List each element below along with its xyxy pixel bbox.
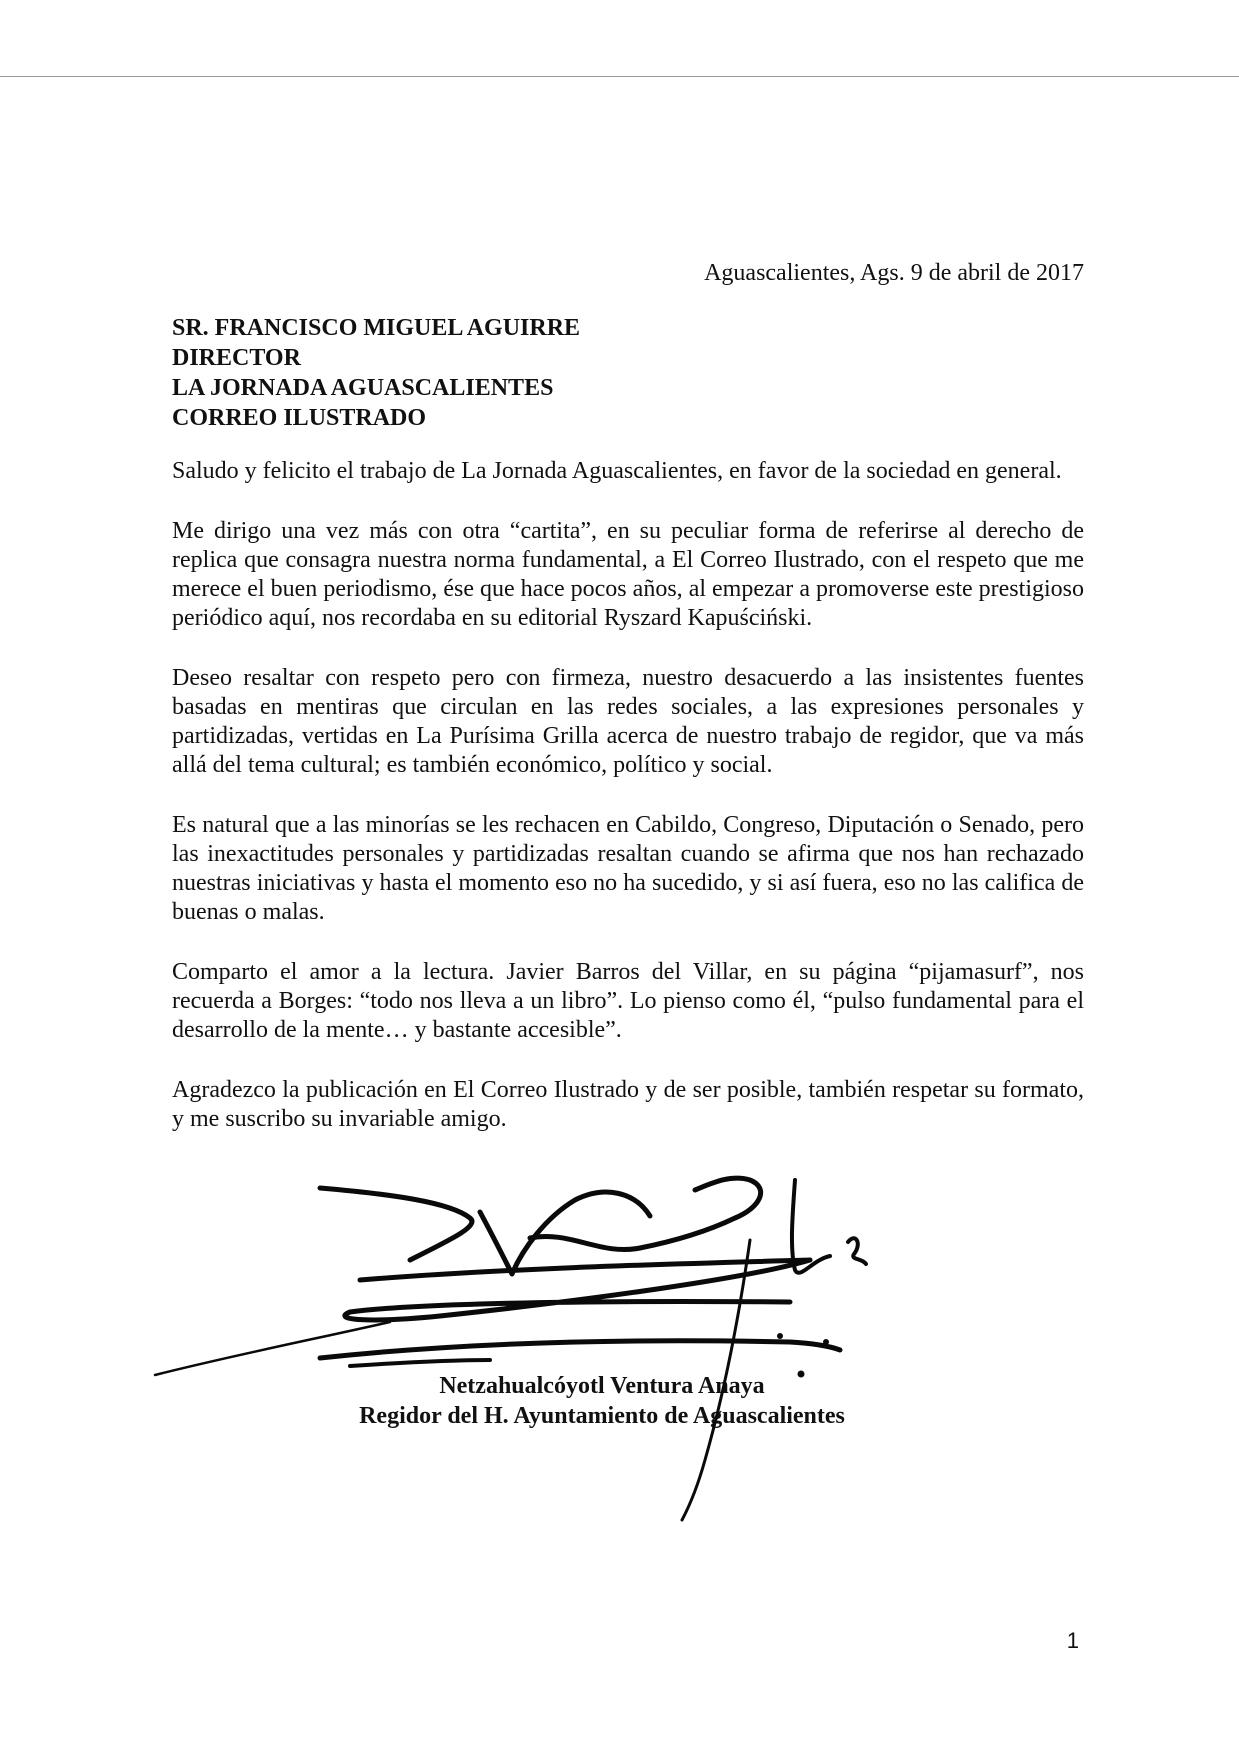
recipient-line: LA JORNADA AGUASCALIENTES xyxy=(172,375,554,401)
paragraph: Saludo y felicito el trabajo de La Jornada Aguascalientes, en favor de la sociedad en general. xyxy=(172,458,1062,484)
signer-title: Regidor del H. Ayuntamiento de Aguascalientes xyxy=(359,1403,845,1429)
paragraph: Deseo resaltar con respeto pero con firmeza, nuestro desacuerdo a las insistentes fuentes basadas en mentiras que circulan en las redes sociales, a las expresiones personales y partidizadas, vertidas en La Purísima Grilla acerca de nuestro trabajo de regidor, que va más allá del tema cultural; es también económico, político y social. xyxy=(172,665,1084,778)
recipient-line: DIRECTOR xyxy=(172,345,301,371)
handwritten-signature xyxy=(150,1160,930,1560)
letter-body xyxy=(172,457,1084,1165)
recipient-line: CORREO ILUSTRADO xyxy=(172,405,427,431)
recipient-block xyxy=(172,313,580,433)
paragraph: Es natural que a las minorías se les rechacen en Cabildo, Congreso, Diputación o Senado, pero las inexactitudes personales y partidizadas resaltan cuando se afirma que nos han rechazado nuestras iniciativas y hasta el momento eso no ha sucedido, y si así fuera, eso no las califica de buenas o malas. xyxy=(172,812,1084,925)
top-rule xyxy=(0,76,1239,77)
recipient-line: SR. FRANCISCO MIGUEL AGUIRRE xyxy=(172,315,581,341)
date-line: Aguascalientes, Ags. 9 de abril de 2017 xyxy=(704,260,1084,286)
paragraph: Me dirigo una vez más con otra “cartita”, en su peculiar forma de referirse al derecho de replica que consagra nuestra norma fundamental, a El Correo Ilustrado, con el respeto que me merece el buen periodismo, ése que hace pocos años, al empezar a promoverse este prestigioso periódico aquí, nos recordaba en su editorial Ryszard Kapuściński. xyxy=(172,518,1084,631)
paragraph: Agradezco la publicación en El Correo Ilustrado y de ser posible, también respetar su formato, y me suscribo su invariable amigo. xyxy=(172,1077,1084,1132)
page-number: 1 xyxy=(1066,1628,1079,1653)
signer-name: Netzahualcóyotl Ventura Anaya xyxy=(439,1373,765,1399)
paragraph: Comparto el amor a la lectura. Javier Barros del Villar, en su página “pijamasurf”, nos recuerda a Borges: “todo nos lleva a un libro”. Lo pienso como él, “pulso fundamental para el desarrollo de la mente… y bastante accesible”. xyxy=(172,959,1084,1043)
